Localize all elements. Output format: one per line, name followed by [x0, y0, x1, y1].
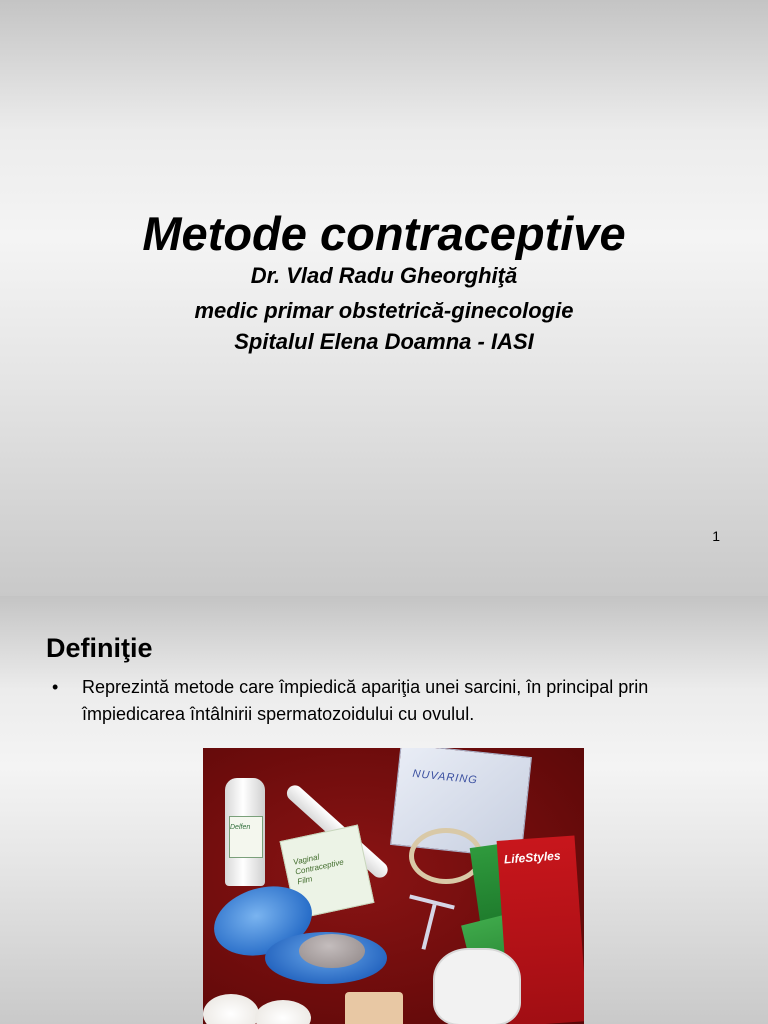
- ring-box-label: NUVARING: [411, 767, 479, 787]
- slide-title: Metode contraceptive: [142, 207, 626, 260]
- author-name: Dr. Vlad Radu Gheorghiţă: [250, 263, 518, 288]
- condom-label: LifeStyles: [503, 848, 561, 867]
- sponge: [255, 1000, 311, 1024]
- bullet-item: [52, 674, 732, 728]
- spray-bottle: [225, 778, 265, 886]
- hospital-name: Spitalul Elena Doamna - IASI: [234, 329, 534, 354]
- contraceptive-patch: [345, 992, 403, 1024]
- contraceptive-sponge: [433, 948, 521, 1024]
- definition-slide: [0, 596, 768, 1024]
- iud-stem: [421, 904, 436, 950]
- bullet-marker: •: [52, 677, 59, 697]
- slide-title: Definiţie: [46, 633, 153, 663]
- bullet-text: Reprezintă metode care împiedică apariţia unei sarcini, în principal prin împiedicarea întâlnirii spermatozoidului cu ovulul.: [82, 677, 649, 724]
- page-number: 1: [712, 528, 720, 544]
- author-role: medic primar obstetrică-ginecologie: [194, 298, 574, 323]
- film-label: Vaginal Contraceptive Film: [292, 852, 345, 887]
- diaphragm: [299, 934, 365, 968]
- sponge: [203, 994, 259, 1024]
- contraceptives-photo: [203, 748, 584, 1024]
- spray-label: Delfen: [230, 824, 251, 831]
